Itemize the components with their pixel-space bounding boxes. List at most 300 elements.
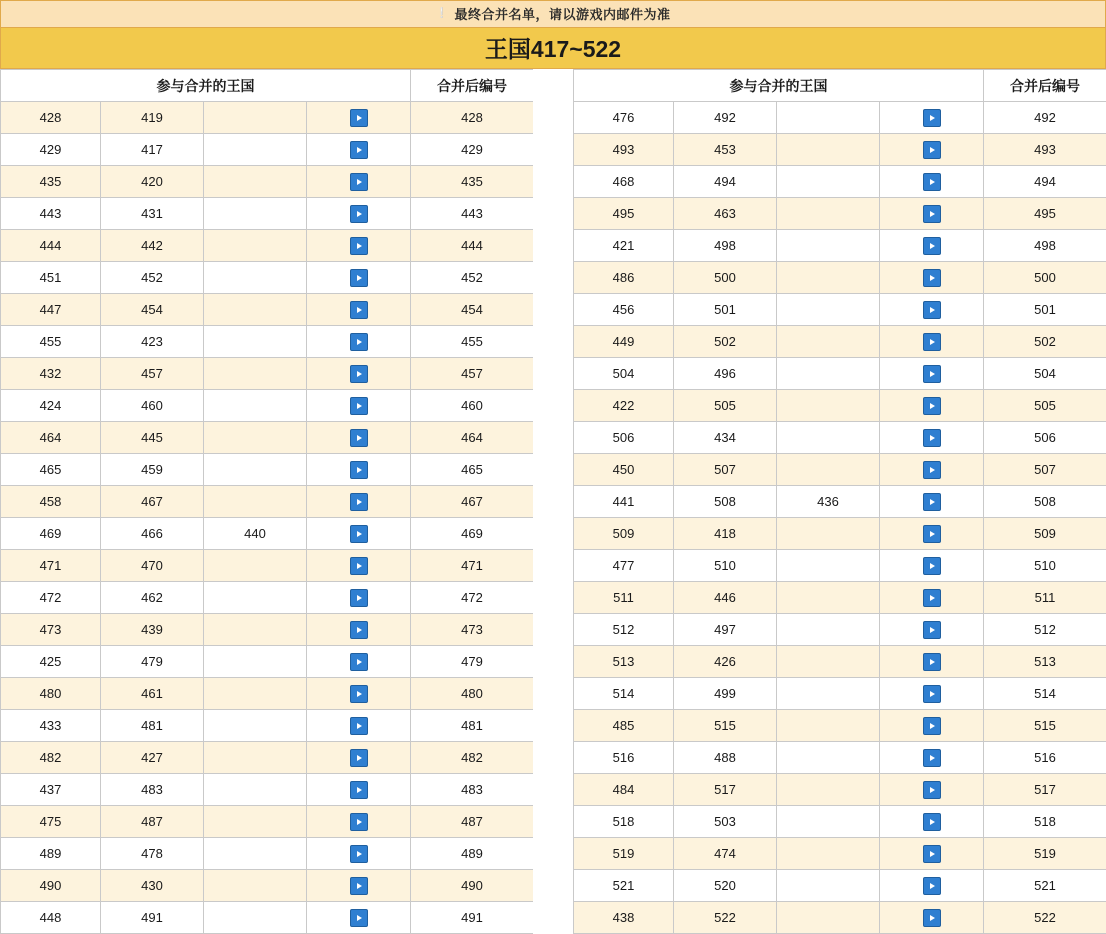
play-arrow-icon[interactable]	[350, 301, 368, 319]
merge-arrow-cell	[307, 198, 411, 230]
play-arrow-icon[interactable]	[923, 493, 941, 511]
merge-arrow-cell	[880, 582, 984, 614]
play-arrow-icon[interactable]	[923, 461, 941, 479]
play-arrow-icon[interactable]	[923, 173, 941, 191]
kingdom-a: 506	[574, 422, 674, 454]
table-row	[574, 710, 1106, 742]
table-row	[1, 678, 534, 710]
merged-id: 519	[984, 838, 1106, 870]
merge-arrow-cell	[307, 262, 411, 294]
kingdom-b: 442	[101, 230, 204, 262]
merge-arrow-cell	[880, 326, 984, 358]
kingdom-b: 478	[101, 838, 204, 870]
kingdom-c	[204, 678, 307, 710]
table-row	[574, 582, 1106, 614]
merged-id: 471	[411, 550, 534, 582]
merge-arrow-cell	[880, 838, 984, 870]
kingdom-a: 469	[1, 518, 101, 550]
play-arrow-icon[interactable]	[923, 621, 941, 639]
kingdom-b: 508	[674, 486, 777, 518]
merge-arrow-cell	[307, 486, 411, 518]
kingdom-b: 510	[674, 550, 777, 582]
kingdom-a: 448	[1, 902, 101, 934]
kingdom-a: 511	[574, 582, 674, 614]
play-arrow-icon[interactable]	[923, 557, 941, 575]
play-arrow-icon[interactable]	[350, 397, 368, 415]
merge-arrow-cell	[880, 550, 984, 582]
merged-id: 487	[411, 806, 534, 838]
kingdom-a: 441	[574, 486, 674, 518]
kingdom-c	[777, 838, 880, 870]
merged-id: 509	[984, 518, 1106, 550]
merged-id: 464	[411, 422, 534, 454]
merge-arrow-cell	[880, 230, 984, 262]
merged-id: 500	[984, 262, 1106, 294]
kingdom-b: 446	[674, 582, 777, 614]
merged-id: 515	[984, 710, 1106, 742]
merged-id: 490	[411, 870, 534, 902]
table-row	[1, 326, 534, 358]
table-row	[1, 486, 534, 518]
play-arrow-icon[interactable]	[923, 429, 941, 447]
play-arrow-icon[interactable]	[350, 845, 368, 863]
kingdom-a: 514	[574, 678, 674, 710]
merged-id: 460	[411, 390, 534, 422]
kingdom-c	[777, 582, 880, 614]
table-row	[574, 454, 1106, 486]
merge-arrow-cell	[307, 422, 411, 454]
play-arrow-icon[interactable]	[923, 269, 941, 287]
merged-id: 504	[984, 358, 1106, 390]
merge-arrow-cell	[880, 518, 984, 550]
play-arrow-icon[interactable]	[350, 493, 368, 511]
play-arrow-icon[interactable]	[923, 237, 941, 255]
merge-arrow-cell	[880, 294, 984, 326]
play-arrow-icon[interactable]	[923, 301, 941, 319]
table-row	[1, 550, 534, 582]
kingdom-c	[777, 198, 880, 230]
play-arrow-icon[interactable]	[350, 557, 368, 575]
kingdom-b: 500	[674, 262, 777, 294]
merged-id: 512	[984, 614, 1106, 646]
merged-id: 452	[411, 262, 534, 294]
play-arrow-icon[interactable]	[350, 205, 368, 223]
kingdom-a: 424	[1, 390, 101, 422]
kingdom-a: 455	[1, 326, 101, 358]
kingdom-b: 462	[101, 582, 204, 614]
merged-id: 495	[984, 198, 1106, 230]
play-arrow-icon[interactable]	[350, 685, 368, 703]
kingdom-c	[777, 742, 880, 774]
merged-id: 516	[984, 742, 1106, 774]
play-arrow-icon[interactable]	[923, 845, 941, 863]
merged-id: 493	[984, 134, 1106, 166]
table-row	[1, 198, 534, 230]
kingdom-a: 480	[1, 678, 101, 710]
play-arrow-icon[interactable]	[350, 141, 368, 159]
play-arrow-icon[interactable]	[923, 813, 941, 831]
merged-id: 483	[411, 774, 534, 806]
kingdom-c	[204, 230, 307, 262]
kingdom-c	[777, 870, 880, 902]
merge-arrow-cell	[880, 262, 984, 294]
merged-id: 444	[411, 230, 534, 262]
kingdom-b: 483	[101, 774, 204, 806]
kingdom-c	[204, 102, 307, 134]
play-arrow-icon[interactable]	[923, 749, 941, 767]
play-arrow-icon[interactable]	[923, 397, 941, 415]
kingdom-a: 429	[1, 134, 101, 166]
play-arrow-icon[interactable]	[350, 237, 368, 255]
play-arrow-icon[interactable]	[350, 589, 368, 607]
play-arrow-icon[interactable]	[350, 109, 368, 127]
table-row	[574, 614, 1106, 646]
kingdom-a: 495	[574, 198, 674, 230]
merged-id: 473	[411, 614, 534, 646]
kingdom-c	[777, 678, 880, 710]
kingdom-b: 453	[674, 134, 777, 166]
merge-arrow-cell	[307, 582, 411, 614]
merge-arrow-cell	[307, 518, 411, 550]
merged-id: 511	[984, 582, 1106, 614]
table-row	[574, 806, 1106, 838]
kingdom-a: 437	[1, 774, 101, 806]
kingdom-c	[777, 102, 880, 134]
tables-container	[0, 69, 1106, 934]
merged-id: 521	[984, 870, 1106, 902]
merged-id: 501	[984, 294, 1106, 326]
kingdom-a: 444	[1, 230, 101, 262]
kingdom-a: 450	[574, 454, 674, 486]
kingdom-b: 423	[101, 326, 204, 358]
table-header-row	[574, 70, 1106, 102]
kingdom-b: 497	[674, 614, 777, 646]
merge-arrow-cell	[307, 614, 411, 646]
kingdom-a: 435	[1, 166, 101, 198]
play-arrow-icon[interactable]	[350, 813, 368, 831]
table-row	[1, 806, 534, 838]
kingdom-a: 451	[1, 262, 101, 294]
header-participating: 参与合并的王国	[574, 70, 984, 102]
merged-id: 517	[984, 774, 1106, 806]
table-row	[574, 646, 1106, 678]
merged-id: 518	[984, 806, 1106, 838]
merged-id: 435	[411, 166, 534, 198]
kingdom-b: 445	[101, 422, 204, 454]
kingdom-b: 430	[101, 870, 204, 902]
kingdom-a: 473	[1, 614, 101, 646]
kingdom-b: 461	[101, 678, 204, 710]
kingdom-c	[204, 262, 307, 294]
kingdom-c	[777, 614, 880, 646]
merged-id: 480	[411, 678, 534, 710]
kingdom-c	[204, 870, 307, 902]
kingdom-c	[204, 646, 307, 678]
table-row	[1, 390, 534, 422]
kingdom-c	[777, 294, 880, 326]
merged-id: 506	[984, 422, 1106, 454]
table-row	[574, 742, 1106, 774]
table-row	[1, 230, 534, 262]
kingdom-c	[204, 198, 307, 230]
table-row	[574, 774, 1106, 806]
kingdom-c	[204, 582, 307, 614]
kingdom-c	[204, 774, 307, 806]
merged-id: 455	[411, 326, 534, 358]
play-arrow-icon[interactable]	[923, 365, 941, 383]
kingdom-b: 419	[101, 102, 204, 134]
table-row	[1, 102, 534, 134]
play-arrow-icon[interactable]	[923, 781, 941, 799]
merged-id: 508	[984, 486, 1106, 518]
play-arrow-icon[interactable]	[350, 333, 368, 351]
table-row	[574, 294, 1106, 326]
merged-id: 428	[411, 102, 534, 134]
table-row	[1, 518, 534, 550]
kingdom-c	[777, 454, 880, 486]
kingdom-a: 472	[1, 582, 101, 614]
play-arrow-icon[interactable]	[350, 365, 368, 383]
merge-arrow-cell	[880, 198, 984, 230]
merge-arrow-cell	[307, 326, 411, 358]
kingdom-a: 504	[574, 358, 674, 390]
table-row	[1, 422, 534, 454]
left-merge-table	[0, 69, 534, 934]
kingdom-c	[777, 806, 880, 838]
left-table-wrap	[0, 69, 533, 934]
play-arrow-icon[interactable]	[923, 909, 941, 927]
kingdom-a: 425	[1, 646, 101, 678]
table-row	[574, 390, 1106, 422]
kingdom-b: 494	[674, 166, 777, 198]
table-row	[1, 870, 534, 902]
kingdom-b: 501	[674, 294, 777, 326]
table-row	[574, 678, 1106, 710]
play-arrow-icon[interactable]	[923, 653, 941, 671]
table-row	[1, 582, 534, 614]
kingdom-a: 485	[574, 710, 674, 742]
kingdom-a: 468	[574, 166, 674, 198]
merged-id: 457	[411, 358, 534, 390]
notice-bar	[0, 0, 1106, 28]
merge-arrow-cell	[880, 678, 984, 710]
play-arrow-icon[interactable]	[350, 749, 368, 767]
kingdom-b: 454	[101, 294, 204, 326]
table-row	[574, 838, 1106, 870]
kingdom-b: 459	[101, 454, 204, 486]
play-arrow-icon[interactable]	[350, 621, 368, 639]
play-arrow-icon[interactable]	[350, 429, 368, 447]
kingdom-c	[777, 550, 880, 582]
play-arrow-icon[interactable]	[350, 173, 368, 191]
play-arrow-icon[interactable]	[923, 717, 941, 735]
kingdom-c	[204, 486, 307, 518]
kingdom-b: 439	[101, 614, 204, 646]
merge-arrow-cell	[307, 230, 411, 262]
kingdom-a: 447	[1, 294, 101, 326]
kingdom-b: 417	[101, 134, 204, 166]
kingdom-c	[204, 742, 307, 774]
merged-id: 479	[411, 646, 534, 678]
play-arrow-icon[interactable]	[923, 589, 941, 607]
merged-id: 514	[984, 678, 1106, 710]
merge-arrow-cell	[880, 358, 984, 390]
merged-id: 443	[411, 198, 534, 230]
merge-arrow-cell	[307, 454, 411, 486]
kingdom-a: 433	[1, 710, 101, 742]
merge-arrow-cell	[880, 870, 984, 902]
merge-arrow-cell	[307, 838, 411, 870]
kingdom-a: 519	[574, 838, 674, 870]
kingdom-c	[777, 518, 880, 550]
kingdom-b: 460	[101, 390, 204, 422]
merge-arrow-cell	[307, 134, 411, 166]
table-row	[1, 774, 534, 806]
kingdom-c	[204, 326, 307, 358]
kingdom-b: 466	[101, 518, 204, 550]
table-row	[1, 742, 534, 774]
kingdom-a: 518	[574, 806, 674, 838]
play-arrow-icon[interactable]	[923, 685, 941, 703]
merge-arrow-cell	[307, 678, 411, 710]
merge-arrow-cell	[880, 390, 984, 422]
kingdom-b: 470	[101, 550, 204, 582]
kingdom-c	[777, 326, 880, 358]
kingdom-a: 471	[1, 550, 101, 582]
merge-arrow-cell	[307, 358, 411, 390]
kingdom-c	[204, 614, 307, 646]
kingdom-c	[777, 134, 880, 166]
kingdom-b: 496	[674, 358, 777, 390]
kingdom-b: 427	[101, 742, 204, 774]
kingdom-b: 467	[101, 486, 204, 518]
kingdom-a: 421	[574, 230, 674, 262]
kingdom-c	[204, 838, 307, 870]
merged-id: 491	[411, 902, 534, 934]
kingdom-b: 420	[101, 166, 204, 198]
play-arrow-icon[interactable]	[350, 877, 368, 895]
kingdom-a: 512	[574, 614, 674, 646]
merge-arrow-cell	[307, 742, 411, 774]
kingdom-a: 476	[574, 102, 674, 134]
kingdom-a: 493	[574, 134, 674, 166]
table-row	[574, 102, 1106, 134]
kingdom-b: 499	[674, 678, 777, 710]
kingdom-c	[777, 166, 880, 198]
kingdom-c	[204, 390, 307, 422]
merge-arrow-cell	[880, 614, 984, 646]
header-merged-id: 合并后编号	[411, 70, 534, 102]
play-arrow-icon[interactable]	[923, 141, 941, 159]
merge-arrow-cell	[307, 166, 411, 198]
kingdom-a: 477	[574, 550, 674, 582]
kingdom-a: 422	[574, 390, 674, 422]
merged-id: 522	[984, 902, 1106, 934]
merged-id: 502	[984, 326, 1106, 358]
kingdom-c	[777, 230, 880, 262]
kingdom-b: 520	[674, 870, 777, 902]
kingdom-c	[204, 294, 307, 326]
play-arrow-icon[interactable]	[923, 205, 941, 223]
kingdom-c	[777, 646, 880, 678]
play-arrow-icon[interactable]	[923, 109, 941, 127]
kingdom-a: 482	[1, 742, 101, 774]
kingdom-c: 436	[777, 486, 880, 518]
merge-arrow-cell	[307, 390, 411, 422]
play-arrow-icon[interactable]	[923, 525, 941, 543]
merged-id: 482	[411, 742, 534, 774]
merged-id: 498	[984, 230, 1106, 262]
header-participating: 参与合并的王国	[1, 70, 411, 102]
kingdom-b: 457	[101, 358, 204, 390]
play-arrow-icon[interactable]	[350, 909, 368, 927]
merged-id: 505	[984, 390, 1106, 422]
table-row	[574, 262, 1106, 294]
kingdom-a: 475	[1, 806, 101, 838]
table-row	[574, 486, 1106, 518]
play-arrow-icon[interactable]	[350, 653, 368, 671]
kingdom-b: 505	[674, 390, 777, 422]
play-arrow-icon[interactable]	[350, 269, 368, 287]
table-row	[1, 134, 534, 166]
kingdom-a: 432	[1, 358, 101, 390]
play-arrow-icon[interactable]	[350, 461, 368, 479]
kingdom-c	[204, 710, 307, 742]
table-row	[574, 518, 1106, 550]
kingdom-c	[204, 454, 307, 486]
kingdom-c	[204, 902, 307, 934]
merged-id: 465	[411, 454, 534, 486]
merged-id: 513	[984, 646, 1106, 678]
table-row	[1, 614, 534, 646]
merged-id: 494	[984, 166, 1106, 198]
right-table-wrap	[573, 69, 1106, 934]
play-arrow-icon[interactable]	[350, 525, 368, 543]
kingdom-a: 458	[1, 486, 101, 518]
kingdom-b: 474	[674, 838, 777, 870]
play-arrow-icon[interactable]	[923, 333, 941, 351]
merge-arrow-cell	[307, 806, 411, 838]
merged-id: 472	[411, 582, 534, 614]
table-row	[574, 358, 1106, 390]
merged-id: 429	[411, 134, 534, 166]
kingdom-a: 449	[574, 326, 674, 358]
merge-arrow-cell	[880, 486, 984, 518]
column-gap	[533, 69, 573, 934]
kingdom-b: 522	[674, 902, 777, 934]
kingdom-c	[777, 358, 880, 390]
kingdom-a: 443	[1, 198, 101, 230]
play-arrow-icon[interactable]	[350, 781, 368, 799]
play-arrow-icon[interactable]	[923, 877, 941, 895]
merged-id: 507	[984, 454, 1106, 486]
merged-id: 489	[411, 838, 534, 870]
merge-arrow-cell	[880, 166, 984, 198]
kingdom-a: 486	[574, 262, 674, 294]
merged-id: 481	[411, 710, 534, 742]
merge-arrow-cell	[880, 422, 984, 454]
kingdom-c	[777, 422, 880, 454]
kingdom-a: 464	[1, 422, 101, 454]
kingdom-c	[777, 262, 880, 294]
kingdom-b: 492	[674, 102, 777, 134]
page-title: 王国417~522	[0, 28, 1106, 69]
merge-arrow-cell	[880, 742, 984, 774]
table-row	[1, 902, 534, 934]
play-arrow-icon[interactable]	[350, 717, 368, 735]
kingdom-a: 490	[1, 870, 101, 902]
table-row	[574, 422, 1106, 454]
